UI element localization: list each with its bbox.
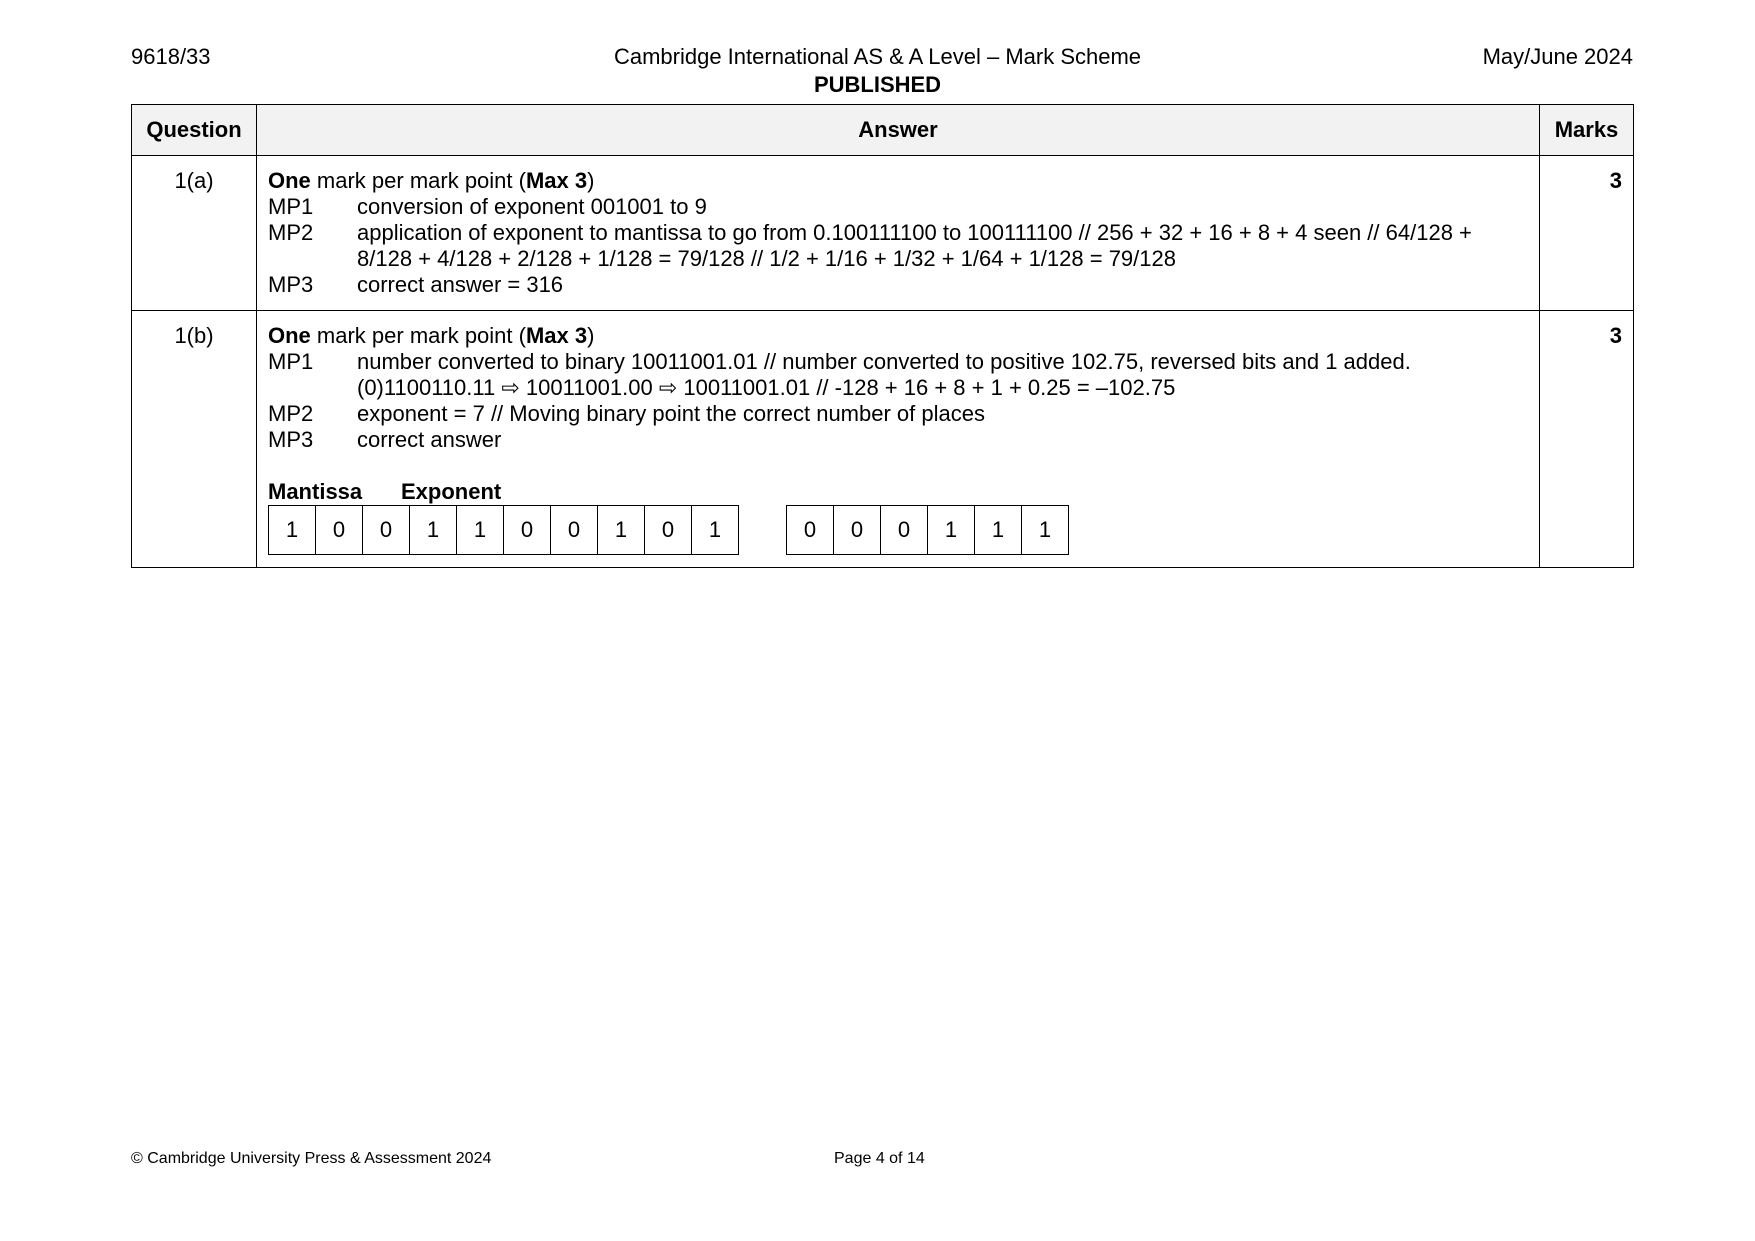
exponent-bit: 0 bbox=[787, 505, 834, 555]
mark-intro bbox=[268, 323, 1529, 349]
question-number: 1(a) bbox=[132, 156, 257, 311]
exponent-bit: 1 bbox=[928, 505, 975, 555]
mantissa-bit: 0 bbox=[504, 505, 551, 555]
exponent-bit: 0 bbox=[834, 505, 881, 555]
mantissa-bit: 0 bbox=[645, 505, 692, 555]
marks-header: Marks bbox=[1540, 105, 1634, 156]
intro-max: Max 3 bbox=[525, 323, 588, 348]
mark-point-label: MP3 bbox=[268, 272, 314, 297]
mark-point bbox=[268, 220, 1529, 272]
intro-max: Max 3 bbox=[525, 168, 588, 193]
mantissa-bit: 1 bbox=[410, 505, 457, 555]
page-number: Page 4 of 14 bbox=[834, 1150, 925, 1167]
answer-header: Answer bbox=[257, 105, 1540, 156]
mark-point bbox=[268, 349, 1529, 401]
mantissa-label: Mantissa bbox=[268, 479, 363, 504]
mantissa-register bbox=[268, 505, 739, 555]
intro-text: mark per mark point ( bbox=[310, 323, 526, 348]
exam-session: May/June 2024 bbox=[1482, 44, 1633, 69]
mark-intro bbox=[268, 168, 1529, 194]
mark-point-text: correct answer = 316 bbox=[357, 272, 564, 297]
mark-scheme-table bbox=[131, 104, 1634, 568]
table-row bbox=[132, 156, 1634, 311]
question-header: Question bbox=[132, 105, 257, 156]
mark-point-label: MP1 bbox=[268, 194, 314, 219]
exponent-bit: 0 bbox=[881, 505, 928, 555]
intro-close: ) bbox=[587, 168, 595, 193]
question-number: 1(b) bbox=[132, 311, 257, 568]
marks-value: 3 bbox=[1540, 311, 1634, 568]
copyright-notice: © Cambridge University Press & Assessment 2024 bbox=[131, 1150, 492, 1167]
mark-point-label: MP3 bbox=[268, 427, 314, 452]
mantissa-bit: 1 bbox=[598, 505, 645, 555]
mantissa-bit: 1 bbox=[269, 505, 316, 555]
marks-value: 3 bbox=[1540, 156, 1634, 311]
exponent-register bbox=[786, 505, 1069, 555]
mark-point bbox=[268, 272, 1529, 298]
mark-point-label: MP2 bbox=[268, 220, 314, 245]
answer-cell bbox=[257, 311, 1540, 568]
exponent-bit: 1 bbox=[975, 505, 1022, 555]
mark-point-label: MP2 bbox=[268, 401, 314, 426]
answer-cell bbox=[257, 156, 1540, 311]
mantissa-bit: 1 bbox=[457, 505, 504, 555]
mantissa-bit: 1 bbox=[692, 505, 739, 555]
document-title: Cambridge International AS & A Level – Mark Scheme bbox=[613, 44, 1142, 69]
intro-close: ) bbox=[587, 323, 595, 348]
table-header-row bbox=[132, 105, 1634, 156]
mantissa-bit: 0 bbox=[316, 505, 363, 555]
mark-point-text: conversion of exponent 001001 to 9 bbox=[357, 194, 707, 219]
mark-point bbox=[268, 194, 1529, 220]
intro-bold: One bbox=[268, 168, 311, 193]
mark-point-text: number converted to binary 10011001.01 // number converted to positive 102.75, reversed bits and 1 added. (0)1100110.11 ⇨ 10011001.00 ⇨ 10011001.01 // -128 + 16 + 8 + 1 + 0.25 = –102.75 bbox=[357, 349, 1411, 400]
mark-point bbox=[268, 427, 1529, 453]
mantissa-bit: 0 bbox=[551, 505, 598, 555]
intro-bold: One bbox=[268, 323, 311, 348]
exponent-label: Exponent bbox=[401, 479, 502, 504]
intro-text: mark per mark point ( bbox=[310, 168, 526, 193]
paper-code: 9618/33 bbox=[131, 44, 211, 69]
mark-point bbox=[268, 401, 1529, 427]
binary-registers bbox=[268, 505, 1529, 555]
published-label: PUBLISHED bbox=[813, 72, 942, 97]
mark-point-label: MP1 bbox=[268, 349, 314, 374]
mark-point-text: application of exponent to mantissa to go from 0.100111100 to 100111100 // 256 + 32 + 16 + 8 + 4 seen // 64/128 + 8/128 + 4/128 + 2/128 + 1/128 = 79/128 // 1/2 + 1/16 + 1/32 + 1/64 + 1/128 = 79/128 bbox=[357, 220, 1472, 271]
mantissa-bit: 0 bbox=[363, 505, 410, 555]
exponent-bit: 1 bbox=[1022, 505, 1069, 555]
table-row bbox=[132, 311, 1634, 568]
mark-point-text: correct answer bbox=[357, 427, 502, 452]
register-labels bbox=[268, 479, 1529, 505]
mark-point-text: exponent = 7 // Moving binary point the correct number of places bbox=[357, 401, 985, 426]
